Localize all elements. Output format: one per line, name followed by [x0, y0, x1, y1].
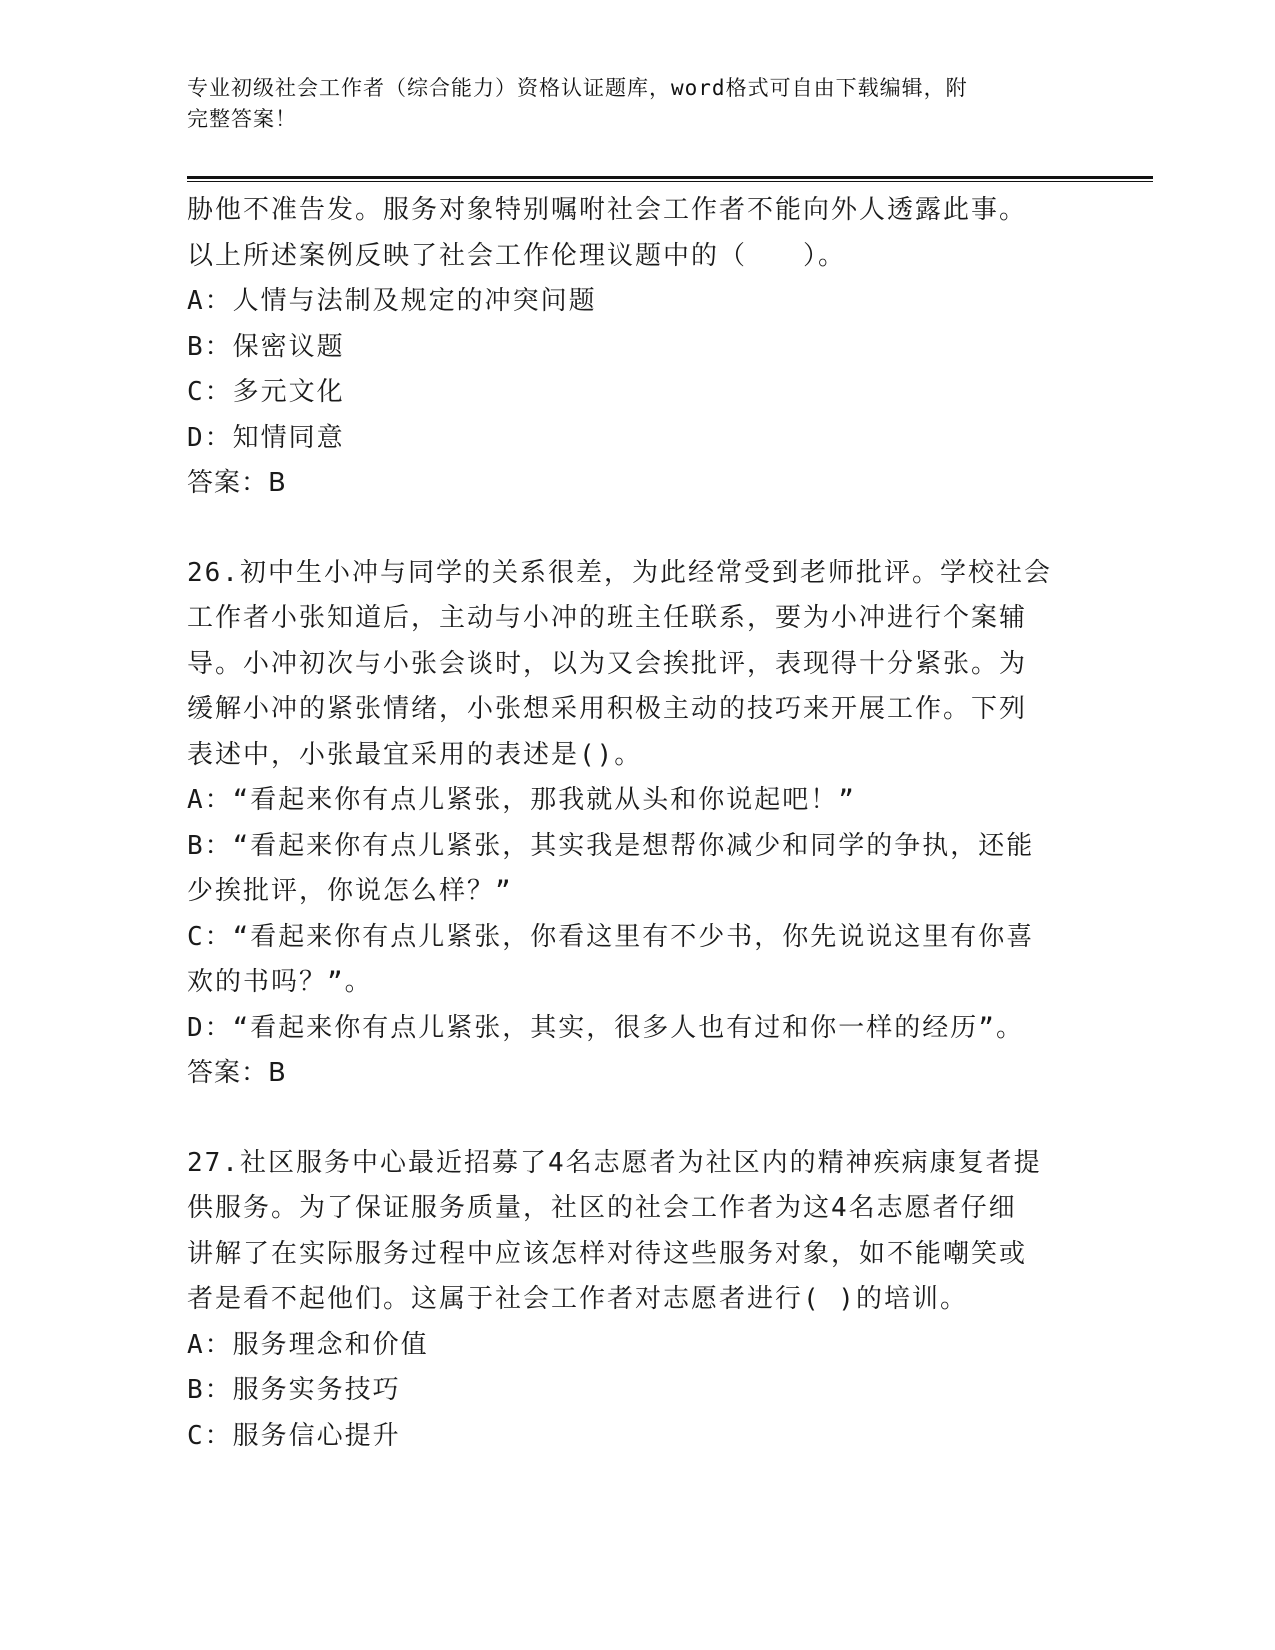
page-header: [187, 73, 1067, 135]
option-d: D：“看起来你有点儿紧张，其实，很多人也有过和你一样的经历”。: [187, 1012, 1024, 1043]
answer-line: 答案：B: [187, 1058, 287, 1088]
header-rule-thin: [187, 181, 1153, 182]
option-b: B：保密议题: [187, 331, 345, 362]
option-c: C：多元文化: [187, 377, 345, 407]
option-c-cont: 欢的书吗？”。: [187, 967, 373, 997]
header-line: 专业初级社会工作者（综合能力）资格认证题库，word格式可自由下载编辑，附: [187, 76, 968, 100]
option-b: B：“看起来你有点儿紧张，其实我是想帮你减少和同学的争执，还能: [187, 830, 1035, 861]
question-text: 表述中，小张最宜采用的表述是()。: [187, 739, 643, 770]
question-content: [187, 188, 1082, 1459]
question-text: 胁他不准告发。服务对象特别嘱咐社会工作者不能向外人透露此事。: [187, 195, 1028, 225]
option-b: B：服务实务技巧: [187, 1375, 401, 1405]
option-d: D：知情同意: [187, 422, 345, 453]
question-text: 27.社区服务中心最近招募了4名志愿者为社区内的精神疾病康复者提: [187, 1147, 1042, 1178]
option-b-cont: 少挨批评，你说怎么样？”: [187, 876, 513, 906]
question-text: 工作者小张知道后，主动与小冲的班主任联系，要为小冲进行个案辅: [187, 603, 1028, 633]
question-text: 供服务。为了保证服务质量，社区的社会工作者为这4名志愿者仔细: [187, 1193, 1017, 1223]
answer-line: 答案：B: [187, 468, 287, 498]
question-text: 者是看不起他们。这属于社会工作者对志愿者进行( )的培训。: [187, 1284, 968, 1314]
question-text: 26.初中生小冲与同学的关系很差，为此经常受到老师批评。学校社会: [187, 557, 1052, 588]
question-text: 讲解了在实际服务过程中应该怎样对待这些服务对象，如不能嘲笑或: [187, 1238, 1028, 1269]
question-text: 缓解小冲的紧张情绪，小张想采用积极主动的技巧来开展工作。下列: [187, 694, 1028, 724]
header-rule: [187, 176, 1153, 179]
header-line: 完整答案！: [187, 107, 297, 131]
option-a: A：人情与法制及规定的冲突问题: [187, 286, 597, 316]
question-text: 导。小冲初次与小张会谈时，以为又会挨批评，表现得十分紧张。为: [187, 648, 1028, 679]
option-c: C：服务信心提升: [187, 1420, 401, 1451]
option-c: C：“看起来你有点儿紧张，你看这里有不少书，你先说说这里有你喜: [187, 921, 1035, 952]
option-a: A：“看起来你有点儿紧张，那我就从头和你说起吧！”: [187, 785, 856, 815]
option-a: A：服务理念和价值: [187, 1329, 429, 1360]
question-text: 以上所述案例反映了社会工作伦理议题中的（ ）。: [187, 240, 847, 271]
